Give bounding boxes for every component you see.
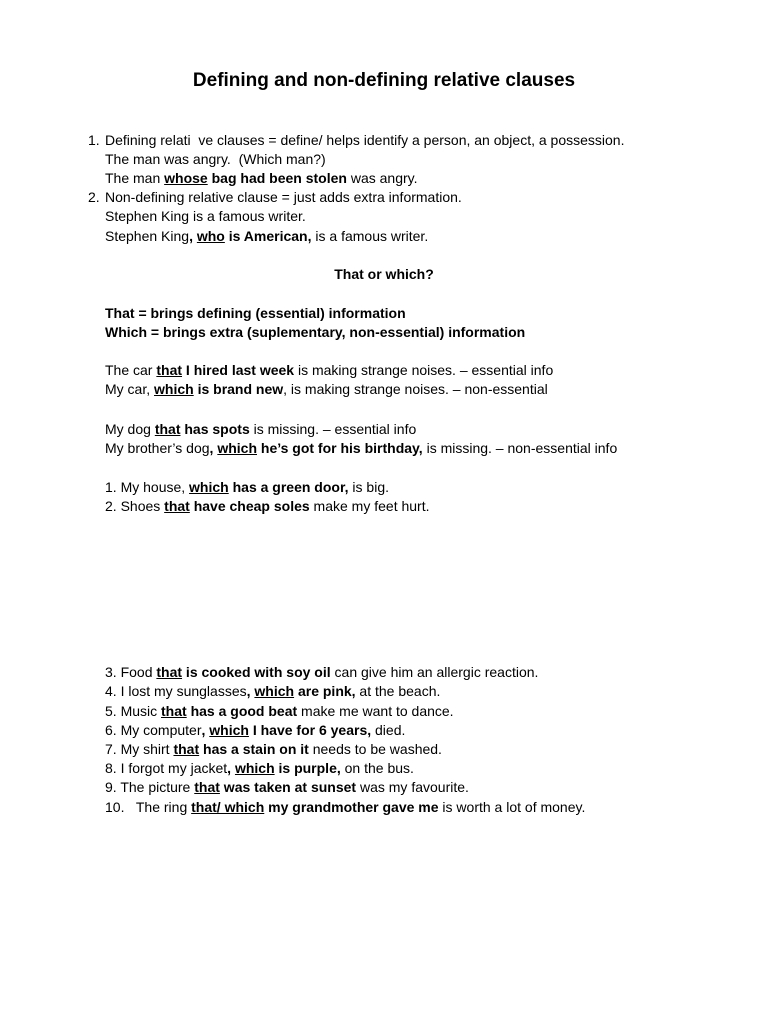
- comma: ,: [209, 440, 218, 456]
- exercise-sentence: [105, 682, 440, 701]
- sentence-text: My dog: [105, 421, 155, 437]
- example-dog-essential: [105, 420, 416, 439]
- relative-pronoun: which: [189, 479, 229, 495]
- sentence-text: was angry.: [346, 170, 418, 186]
- sentence-text: , is making strange noises. – non-essential: [283, 381, 548, 397]
- sentence-text: died.: [371, 722, 406, 738]
- intro-item-1-number: 1.: [88, 132, 100, 148]
- sentence-text: make my feet hurt.: [309, 498, 430, 514]
- sentence-text: 4. I lost my sunglasses: [105, 683, 247, 699]
- relative-pronoun: which: [154, 381, 194, 397]
- comma: ,: [246, 683, 255, 699]
- relative-clause: has spots: [180, 421, 250, 437]
- sentence-text: 1. My house,: [105, 479, 190, 495]
- exercise-sentence: [105, 478, 389, 497]
- sentence-text: is big.: [348, 479, 390, 495]
- relative-clause: is purple,: [274, 760, 341, 776]
- relative-clause: is American,: [224, 228, 312, 244]
- sentence-text: The man: [105, 170, 165, 186]
- sentence-text: on the bus.: [340, 760, 414, 776]
- relative-clause: has a stain on it: [199, 741, 309, 757]
- intro-item-2-example-2: [105, 227, 428, 246]
- sentence-text: was my favourite.: [356, 779, 469, 795]
- relative-pronoun: that: [161, 703, 187, 719]
- relative-pronoun: that/ which: [191, 799, 265, 815]
- exercise-sentence: [105, 721, 405, 740]
- relative-clause: bag had been stolen: [207, 170, 347, 186]
- sentence-text: is missing. – non-essential info: [422, 440, 618, 456]
- document-title: Defining and non-defining relative clauses: [192, 70, 576, 91]
- sentence-text: My car,: [105, 381, 155, 397]
- relative-pronoun: who: [196, 228, 225, 244]
- exercise-sentence: [105, 740, 442, 759]
- relative-pronoun: that: [164, 498, 190, 514]
- exercise-sentence: [105, 798, 585, 817]
- sentence-text: at the beach.: [355, 683, 441, 699]
- comma: ,: [201, 722, 210, 738]
- relative-clause: he’s got for his birthday,: [257, 440, 423, 456]
- sentence-text: Stephen King: [105, 228, 190, 244]
- sentence-text: 9. The picture: [105, 779, 195, 795]
- relative-clause: my grandmother gave me: [264, 799, 439, 815]
- intro-item-2-text: Non-defining relative clause = just adds extra information.: [105, 189, 462, 205]
- relative-pronoun: which: [217, 440, 257, 456]
- exercise-sentence: [105, 778, 469, 797]
- relative-pronoun: which: [209, 722, 249, 738]
- exercise-sentence: [105, 663, 538, 682]
- sentence-text: can give him an allergic reaction.: [330, 664, 539, 680]
- exercise-sentence: [105, 497, 430, 516]
- relative-pronoun: that: [194, 779, 220, 795]
- relative-clause: is cooked with soy oil: [182, 664, 331, 680]
- relative-pronoun: whose: [164, 170, 208, 186]
- example-car-non-essential: [105, 380, 548, 399]
- relative-pronoun: that: [156, 362, 183, 378]
- sentence-text: is worth a lot of money.: [438, 799, 586, 815]
- sentence-text: 10. The ring: [105, 799, 192, 815]
- exercise-sentence: [105, 702, 454, 721]
- relative-pronoun: that: [156, 664, 183, 680]
- relative-clause: are pink,: [294, 683, 356, 699]
- sentence-text: 5. Music: [105, 703, 162, 719]
- definition-which: Which = brings extra (suplementary, non-essential) information: [105, 324, 526, 340]
- intro-item-1-text: Defining relati ve clauses = define/ helps identify a person, an object, a possession.: [105, 132, 625, 148]
- comma: ,: [227, 760, 235, 776]
- sentence-text: The car: [105, 362, 157, 378]
- relative-clause: has a good beat: [186, 703, 298, 719]
- relative-pronoun: that: [173, 741, 200, 757]
- relative-clause: is brand new: [193, 381, 284, 397]
- section-heading: That or which?: [334, 266, 434, 282]
- relative-pronoun: that: [154, 421, 181, 437]
- relative-clause: I have for 6 years,: [248, 722, 372, 738]
- relative-clause: I hired last week: [182, 362, 295, 378]
- example-car-essential: [105, 361, 553, 380]
- sentence-text: 7. My shirt: [105, 741, 174, 757]
- definition-that: That = brings defining (essential) information: [105, 305, 406, 321]
- relative-clause: has a green door,: [228, 479, 349, 495]
- sentence-text: is making strange noises. – essential info: [294, 362, 554, 378]
- sentence-text: make me want to dance.: [297, 703, 454, 719]
- intro-item-2-number: 2.: [88, 189, 100, 205]
- sentence-text: 8. I forgot my jacket: [105, 760, 228, 776]
- exercise-sentence: [105, 759, 414, 778]
- comma: ,: [189, 228, 197, 244]
- relative-pronoun: which: [234, 760, 275, 776]
- sentence-text: 2. Shoes: [105, 498, 165, 514]
- intro-item-1-example-2: [105, 169, 418, 188]
- sentence-text: needs to be washed.: [308, 741, 442, 757]
- intro-item-1-example-1: The man was angry. (Which man?): [105, 151, 326, 167]
- relative-pronoun: which: [254, 683, 295, 699]
- relative-clause: was taken at sunset: [219, 779, 357, 795]
- example-dog-non-essential: [105, 439, 617, 458]
- sentence-text: is a famous writer.: [311, 228, 429, 244]
- sentence-text: 6. My computer: [105, 722, 202, 738]
- sentence-text: is missing. – essential info: [249, 421, 417, 437]
- sentence-text: My brother’s dog: [105, 440, 210, 456]
- intro-item-2-example-1: Stephen King is a famous writer.: [105, 208, 306, 224]
- relative-clause: have cheap soles: [189, 498, 310, 514]
- sentence-text: 3. Food: [105, 664, 157, 680]
